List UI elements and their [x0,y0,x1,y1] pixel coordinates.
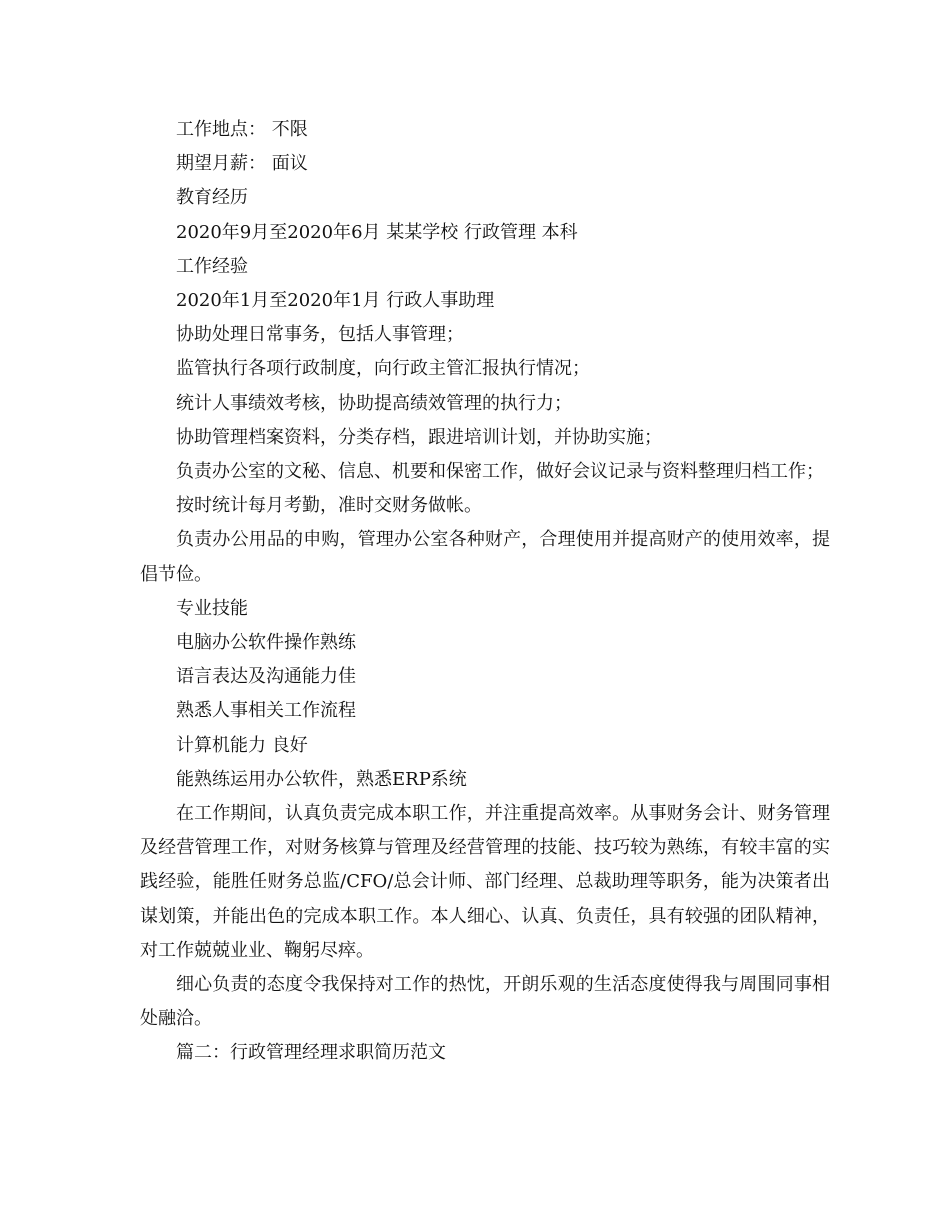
duty-item: 负责办公室的文秘、信息、机要和保密工作，做好会议记录与资料整理归档工作； [176,461,824,483]
self-evaluation: 在工作期间，认真负责完成本职工作，并注重提高效率。从事财务会计、财务管理及经营管理工作，对财务核算与管理及经营管理的技能、技巧较为熟练，有较丰富的实践经验，能胜任财务总监/CFO/总会计师、部门经理、总裁助理等职务，能为决策者出谋划策，并能出色的完成本职工作。本人细心、认真、负责任，具有较强的团队精神，对工作兢兢业业、鞠躬尽瘁。 [140,803,830,961]
work-location: 工作地点： 不限 [176,119,308,140]
skill-item: 熟悉人事相关工作流程 [176,700,356,722]
duty-item: 监管执行各项行政制度，向行政主管汇报执行情况； [176,358,590,380]
skill-item: 计算机能力 良好 [176,734,308,756]
duty-item: 协助管理档案资料，分类存档，跟进培训计划，并协助实施； [176,426,662,448]
duty-item: 协助处理日常事务，包括人事管理； [176,324,464,346]
skill-item: 电脑办公软件操作熟练 [176,632,356,654]
education-entry: 2020年9月至2020年6月 某某学校 行政管理 本科 [176,221,578,243]
experience-entry: 2020年1月至2020年1月 行政人事助理 [176,290,495,312]
section-heading-experience: 工作经验 [176,255,248,277]
expected-salary: 期望月薪： 面议 [176,153,308,175]
section-heading-skills: 专业技能 [176,597,248,619]
skill-item: 能熟练运用办公软件，熟悉ERP系统 [176,768,467,790]
section-heading-education: 教育经历 [176,187,248,209]
duty-item: 按时统计每月考勤，准时交财务做帐。 [176,495,482,517]
self-evaluation: 细心负责的态度令我保持对工作的热忱，开朗乐观的生活态度使得我与周围同事相处融洽。 [140,974,830,1030]
duty-item: 负责办公用品的申购，管理办公室各种财产，合理使用并提高财产的使用效率，提倡节俭。 [140,529,830,585]
document-body [140,113,830,1071]
next-section-title: 篇二：行政管理经理求职简历范文 [176,1042,446,1064]
duty-item: 统计人事绩效考核，协助提高绩效管理的执行力； [176,392,572,414]
skill-item: 语言表达及沟通能力佳 [176,666,356,688]
